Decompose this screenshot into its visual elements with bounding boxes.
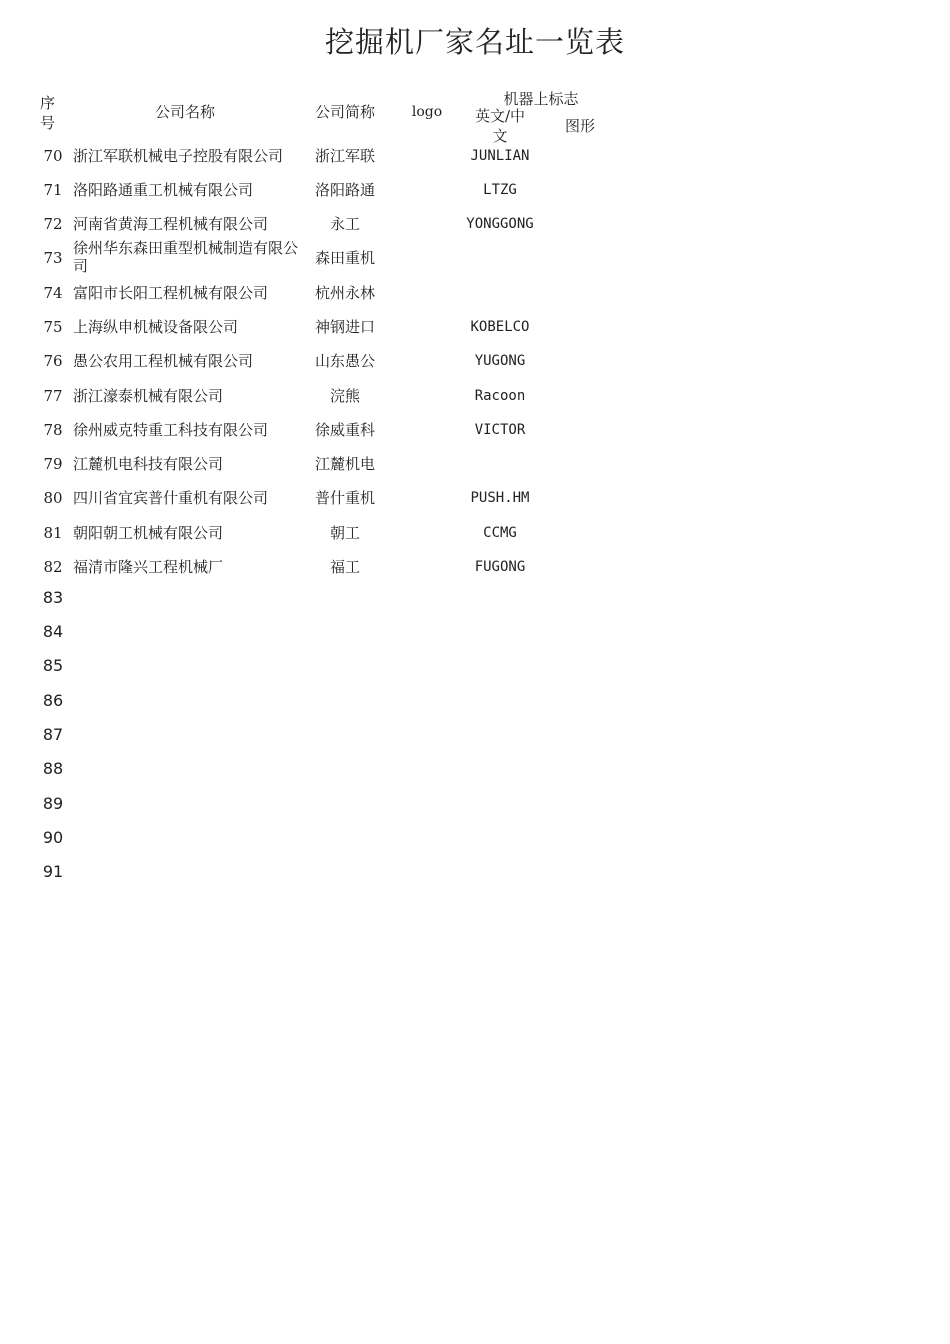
company-name: 上海纵申机械设备限公司	[73, 318, 239, 336]
machine-mark-text: FUGONG	[474, 559, 526, 575]
row-number: 78	[43, 421, 63, 439]
header-machine-mark: 机器上标志	[503, 90, 579, 108]
header-eng-cn-line2: 文	[492, 127, 508, 145]
company-abbreviation: 山东愚公	[314, 352, 375, 370]
row-number: 76	[43, 352, 63, 370]
row-number: 73	[43, 249, 63, 267]
row-number: 72	[43, 215, 63, 233]
company-abbreviation: 普什重机	[314, 489, 375, 507]
row-number: 79	[43, 455, 63, 473]
row-number: 77	[43, 387, 63, 405]
page-title: 挖掘机厂家名址一览表	[324, 25, 625, 59]
company-name: 江麓机电科技有限公司	[73, 455, 224, 473]
row-number: 70	[43, 147, 63, 165]
header-seq-line1: 序	[40, 94, 56, 112]
machine-mark-text: YUGONG	[474, 353, 526, 369]
company-name: 四川省宜宾普什重机有限公司	[73, 489, 269, 507]
header-graphic: 图形	[564, 117, 595, 135]
company-name: 愚公农用工程机械有限公司	[73, 352, 254, 370]
row-number: 89	[42, 794, 64, 813]
company-name: 浙江濠泰机械有限公司	[73, 387, 224, 405]
row-number: 88	[42, 759, 64, 778]
company-name: 朝阳朝工机械有限公司	[73, 524, 224, 542]
company-abbreviation: 浙江军联	[314, 147, 375, 165]
header-abbreviation: 公司简称	[314, 103, 375, 121]
row-number: 83	[42, 588, 64, 607]
company-abbreviation: 永工	[329, 215, 360, 233]
row-number: 87	[42, 725, 64, 744]
company-abbreviation: 杭州永林	[314, 284, 375, 302]
company-abbreviation: 森田重机	[314, 249, 375, 267]
company-abbreviation: 神钢进口	[314, 318, 375, 336]
company-name: 徐州威克特重工科技有限公司	[73, 421, 269, 439]
machine-mark-text: LTZG	[483, 182, 517, 198]
company-name: 富阳市长阳工程机械有限公司	[73, 284, 269, 302]
machine-mark-text: PUSH.HM	[470, 490, 530, 506]
machine-mark-text: KOBELCO	[470, 319, 530, 335]
row-number: 85	[42, 656, 64, 675]
machine-mark-text: CCMG	[483, 525, 517, 541]
machine-mark-text: VICTOR	[474, 422, 526, 438]
row-number: 90	[42, 828, 64, 847]
row-number: 81	[43, 524, 63, 542]
company-name: 洛阳路通重工机械有限公司	[73, 181, 254, 199]
company-name: 福清市隆兴工程机械厂	[73, 558, 224, 576]
company-abbreviation: 福工	[329, 558, 360, 576]
header-eng-cn-line1: 英文/中	[474, 107, 526, 125]
row-number: 71	[43, 181, 63, 199]
header-logo: logo	[411, 104, 443, 120]
company-name: 河南省黄海工程机械有限公司	[73, 215, 269, 233]
company-name: 徐州华东森田重型机械制造有限公司	[73, 239, 299, 275]
machine-mark-text: JUNLIAN	[470, 148, 530, 164]
row-number: 80	[43, 489, 63, 507]
company-abbreviation: 洛阳路通	[314, 181, 375, 199]
row-number: 91	[42, 862, 64, 881]
row-number: 75	[43, 318, 63, 336]
company-abbreviation: 朝工	[329, 524, 360, 542]
header-company-name: 公司名称	[154, 103, 215, 121]
company-abbreviation: 江麓机电	[314, 455, 375, 473]
row-number: 74	[43, 284, 63, 302]
header-seq-line2: 号	[40, 114, 56, 132]
company-abbreviation: 浣熊	[329, 387, 360, 405]
company-abbreviation: 徐威重科	[314, 421, 375, 439]
machine-mark-text: Racoon	[474, 388, 526, 404]
company-name: 浙江军联机械电子控股有限公司	[73, 147, 284, 165]
machine-mark-text: YONGGONG	[466, 216, 534, 232]
row-number: 86	[42, 691, 64, 710]
row-number: 82	[43, 558, 63, 576]
row-number: 84	[42, 622, 64, 641]
